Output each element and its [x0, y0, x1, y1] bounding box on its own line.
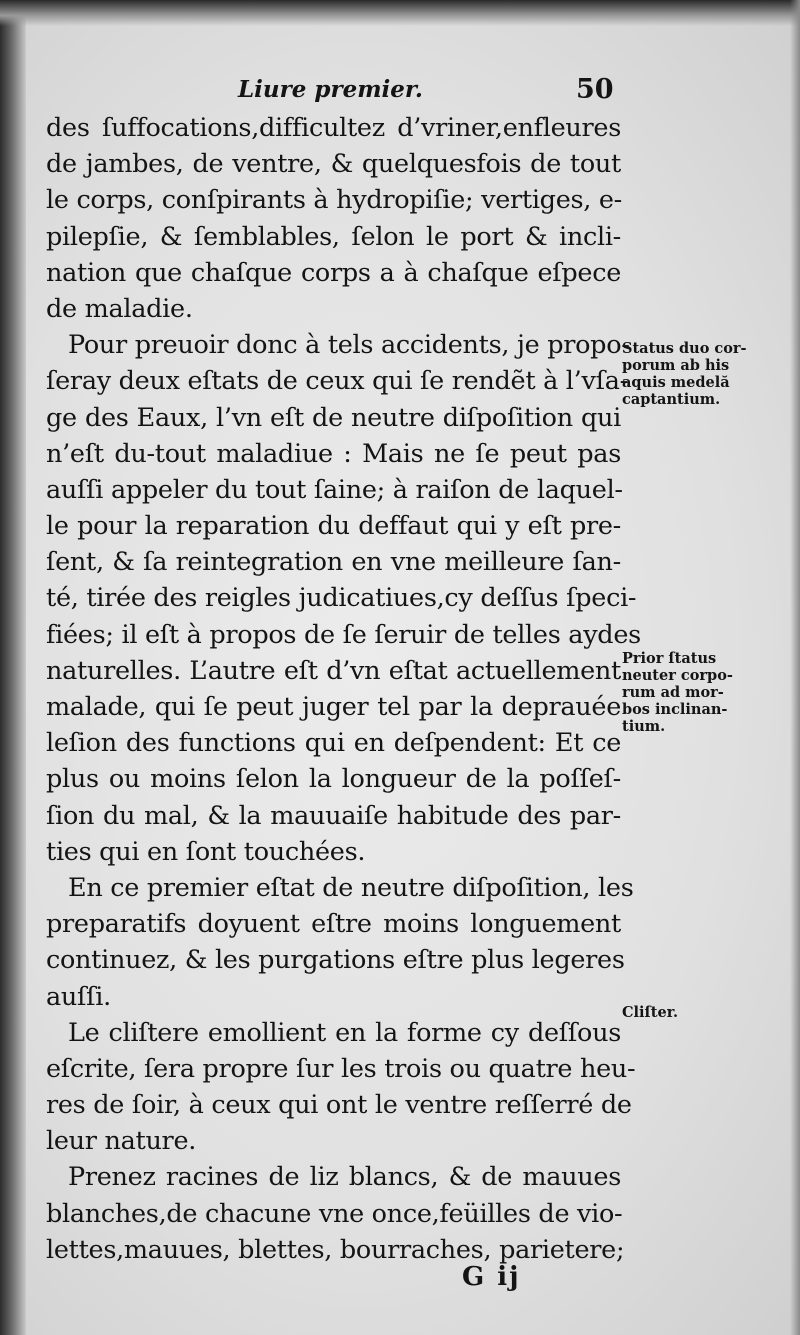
page-right-edge: [790, 0, 800, 1335]
text-line: de jambes, de ventre, & quelquesfois de tout: [46, 149, 621, 180]
body-text: [46, 110, 641, 1268]
text-line: naturelles. L’autre eſt d’vn eſtat actuellement: [46, 655, 621, 686]
text-line: nation que chaſque corps a à chaſque eſpece: [46, 257, 621, 288]
text-line: fiées; il eſt à propos de ſe ſeruir de telles aydes: [46, 619, 641, 650]
page-header: [0, 70, 800, 110]
marginal-note-line: aquis medelă: [622, 374, 730, 391]
marginal-note-status: [622, 340, 747, 408]
text-line: ties qui en ſont touchées.: [46, 836, 366, 867]
text-line: ſent, & ſa reintegration en vne meilleure ſan-: [46, 547, 621, 578]
marginal-note-clister: [622, 1004, 678, 1021]
marginal-note-line: tium.: [622, 718, 666, 735]
text-line: ge des Eaux, l’vn eſt de neutre diſpoſition qui: [46, 402, 621, 433]
marginal-note-line: Status duo cor-: [622, 340, 747, 357]
text-line: leur nature.: [46, 1126, 197, 1157]
text-line: Prenez racines de liz blancs, & de mauues: [68, 1162, 621, 1193]
text-line: leſion des functions qui en deſpendent: Et ce: [46, 728, 621, 759]
text-line: des ſuffocations,difficultez d’vriner,enfleures: [46, 113, 621, 143]
text-line: En ce premier eſtat de neutre diſpoſition, les: [68, 872, 634, 903]
text-line: blanches,de chacune vne once,feüilles de vio-: [46, 1198, 623, 1229]
text-line: le corps, conſpirants à hydropiſie; vertiges, e-: [46, 185, 622, 216]
marginal-note-line: neuter corpo-: [622, 667, 733, 684]
running-title: Liure premier.: [238, 76, 423, 103]
marginal-note-line: Prior ſtatus: [622, 650, 717, 667]
text-line: Le cliſtere emollient en la forme cy deſſous: [68, 1017, 621, 1048]
text-line: continuez, & les purgations eſtre plus legeres: [46, 945, 625, 976]
text-line: Pour preuoir donc à tels accidents, je propo-: [68, 330, 630, 361]
text-line: n’eſt du-tout maladiue : Mais ne ſe peut pas: [46, 438, 621, 469]
page-gutter-shadow: [0, 0, 26, 1335]
text-line: ſion du mal, & la mauuaiſe habitude des par-: [46, 800, 621, 831]
text-line: plus ou moins ſelon la longueur de la poſſeſ-: [46, 764, 621, 795]
text-line: pilepſie, & ſemblables, ſelon le port & incli-: [46, 221, 621, 252]
marginal-note-line: Cliſter.: [622, 1004, 679, 1021]
text-line: le pour la reparation du deffaut qui y eſt pre-: [46, 511, 621, 542]
page-number: 50: [576, 74, 614, 105]
text-line: ſeray deux eſtats de ceux qui ſe rendẽt à l’vſa-: [46, 366, 628, 397]
text-line: eſcrite, ſera propre ſur les trois ou quatre heu-: [46, 1053, 636, 1084]
marginal-note-line: porum ab his: [622, 357, 730, 374]
text-line: auſſi.: [46, 981, 111, 1012]
marginal-note-prior: [622, 650, 733, 735]
text-line: de maladie.: [46, 293, 193, 324]
marginal-note-line: rum ad mor-: [622, 684, 724, 701]
text-line: lettes,mauues, blettes, bourraches, parietere;: [46, 1234, 625, 1265]
page-top-shadow: [0, 0, 800, 26]
marginal-note-line: bos inclinan-: [622, 701, 728, 718]
signature-mark: G ij: [462, 1262, 521, 1292]
text-line: té, tirée des reigles judicatiues,cy deſſus ſpeci-: [46, 583, 637, 614]
marginal-note-line: captantium.: [622, 391, 721, 408]
text-line: preparatifs doyuent eſtre moins longuement: [46, 909, 621, 940]
text-line: res de ſoir, à ceux qui ont le ventre reſſerré de: [46, 1090, 632, 1121]
text-line: auſſi appeler du tout ſaine; à raiſon de laquel-: [46, 474, 623, 505]
text-line: malade, qui ſe peut juger tel par la deprauée: [46, 692, 621, 722]
